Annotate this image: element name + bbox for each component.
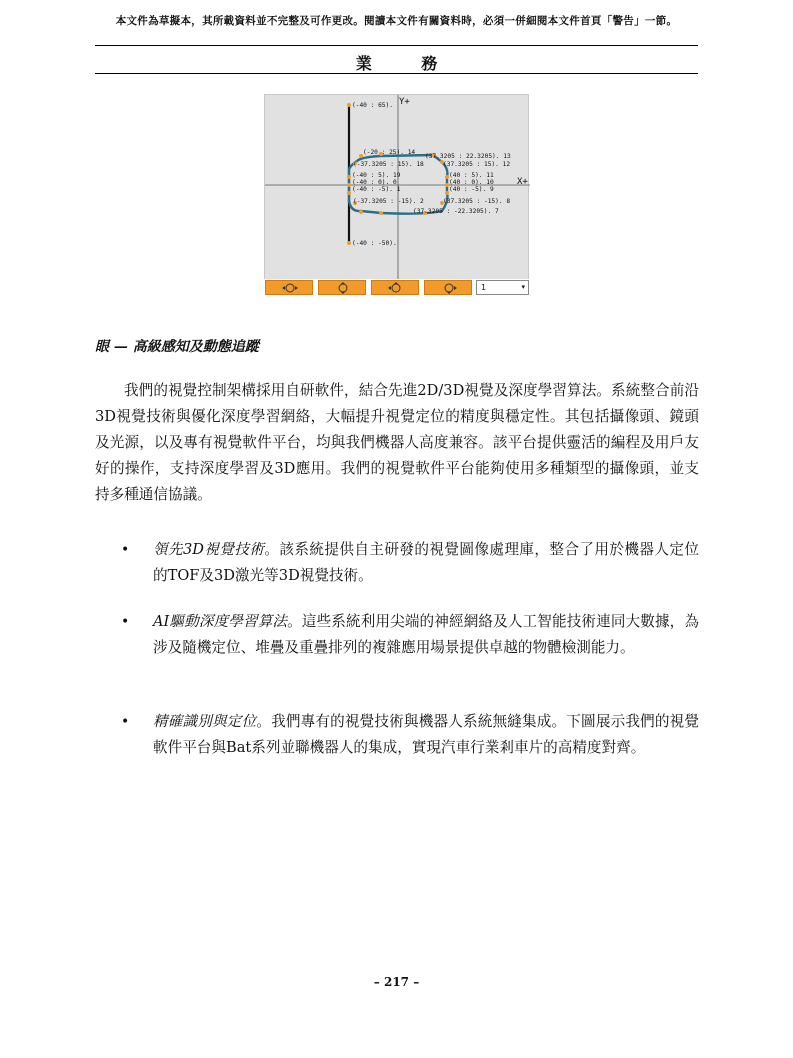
point-label: (-40 : 5). 19 [352, 172, 401, 179]
bullet-text: 。該系統提供自主研發的視覺圖像處理庫，整合了用於機器人定位的TOF及3D激光等3D視覺技術。 [153, 541, 699, 584]
point-label: (40 : -5). 9 [449, 186, 494, 193]
point-label: (-40 : -5). 1 [352, 186, 401, 193]
point-label: (40 : 0). 10 [449, 179, 494, 186]
point-label: (37.3205 : 22.3205). 13 [425, 153, 511, 160]
point [359, 210, 363, 214]
move-y-button[interactable] [318, 280, 366, 295]
subheading: 眼 — 高級感知及動態追蹤 [95, 339, 259, 355]
point-label: (37.3205 : -22.3205). 7 [413, 208, 499, 215]
point-label: (40 : 5). 11 [449, 172, 494, 179]
header-rule [95, 45, 698, 46]
point-label: (-37.3205 : 15). 18 [353, 161, 424, 168]
section-title: 業 務 [355, 54, 460, 73]
rotate-button[interactable] [371, 280, 419, 295]
crosshair-icon [335, 282, 351, 294]
point-label: (-40 : -50). [352, 240, 397, 247]
step-select-value: 1 [481, 283, 487, 292]
title-rule [95, 73, 698, 74]
point-label: (-20 : 25). 14 [363, 149, 416, 156]
point-label: (37.3205 : -15). 8 [443, 198, 511, 205]
point [347, 191, 351, 195]
point [347, 175, 351, 179]
chevron-down-icon: ▾ [521, 283, 525, 291]
point-labels [352, 102, 511, 247]
page-number: – 217 – [373, 975, 420, 989]
point [379, 211, 383, 215]
figure-toolbar [264, 279, 529, 298]
point [347, 241, 351, 245]
bullet-icon: • [121, 714, 130, 730]
crosshair-icon [388, 282, 404, 294]
reset-button[interactable] [424, 280, 472, 295]
vision-path-figure [264, 94, 529, 297]
point-label: (-37.3205 : -15). 2 [353, 198, 424, 205]
bullet-icon: • [121, 542, 130, 558]
path-plot [265, 95, 530, 280]
body-paragraph: 我們的視覺控制架構採用自研軟件，結合先進2D/3D視覺及深度學習算法。系統整合前沿3D視覺技術與優化深度學習網絡，大幅提升視覺定位的精度與穩定性。其包括攝像頭、鏡頭及光源，以及專有視覺軟件平台，均與我們機器人高度兼容。該平台提供靈活的編程及用戶友好的操作，支持深度學習及3D應用。我們的視覺軟件平台能夠使用多種類型的攝像頭，並支持多種通信協議。 [95, 382, 699, 503]
step-select[interactable] [476, 280, 529, 295]
draft-notice: 本文件為草擬本，其所載資料並不完整及可作更改。閱讀本文件有關資料時，必須一併細閱本文件首頁「警告」一節。 [115, 15, 678, 27]
bullet-text: 。我們專有的視覺技術與機器人系統無縫集成。下圖展示我們的視覺軟件平台與Bat系列並聯機器人的集成，實現汽車行業剎車片的高精度對齊。 [153, 713, 699, 756]
bullet-lead: 精確識別與定位 [153, 713, 257, 730]
move-x-button[interactable] [265, 280, 313, 295]
x-axis-label: X+ [517, 177, 528, 187]
point [347, 103, 351, 107]
crosshair-icon [441, 282, 457, 294]
point-label: (-40 : 0). 0 [352, 179, 397, 186]
crosshair-icon [282, 282, 298, 294]
point [347, 183, 351, 187]
bullet-text: 。這些系統利用尖端的神經網絡及人工智能技術連同大數據，為涉及隨機定位、堆疊及重疊排列的複雜應用場景提供卓越的物體檢測能力。 [153, 613, 699, 656]
point-label: (-40 : 65). [352, 102, 393, 109]
bullet-lead: AI驅動深度學習算法 [153, 613, 288, 630]
bullet-lead: 領先3D視覺技術 [153, 541, 265, 558]
y-axis-label: Y+ [399, 97, 410, 107]
bullet-icon: • [121, 614, 130, 630]
point-label: (37.3205 : 15). 12 [443, 161, 511, 168]
